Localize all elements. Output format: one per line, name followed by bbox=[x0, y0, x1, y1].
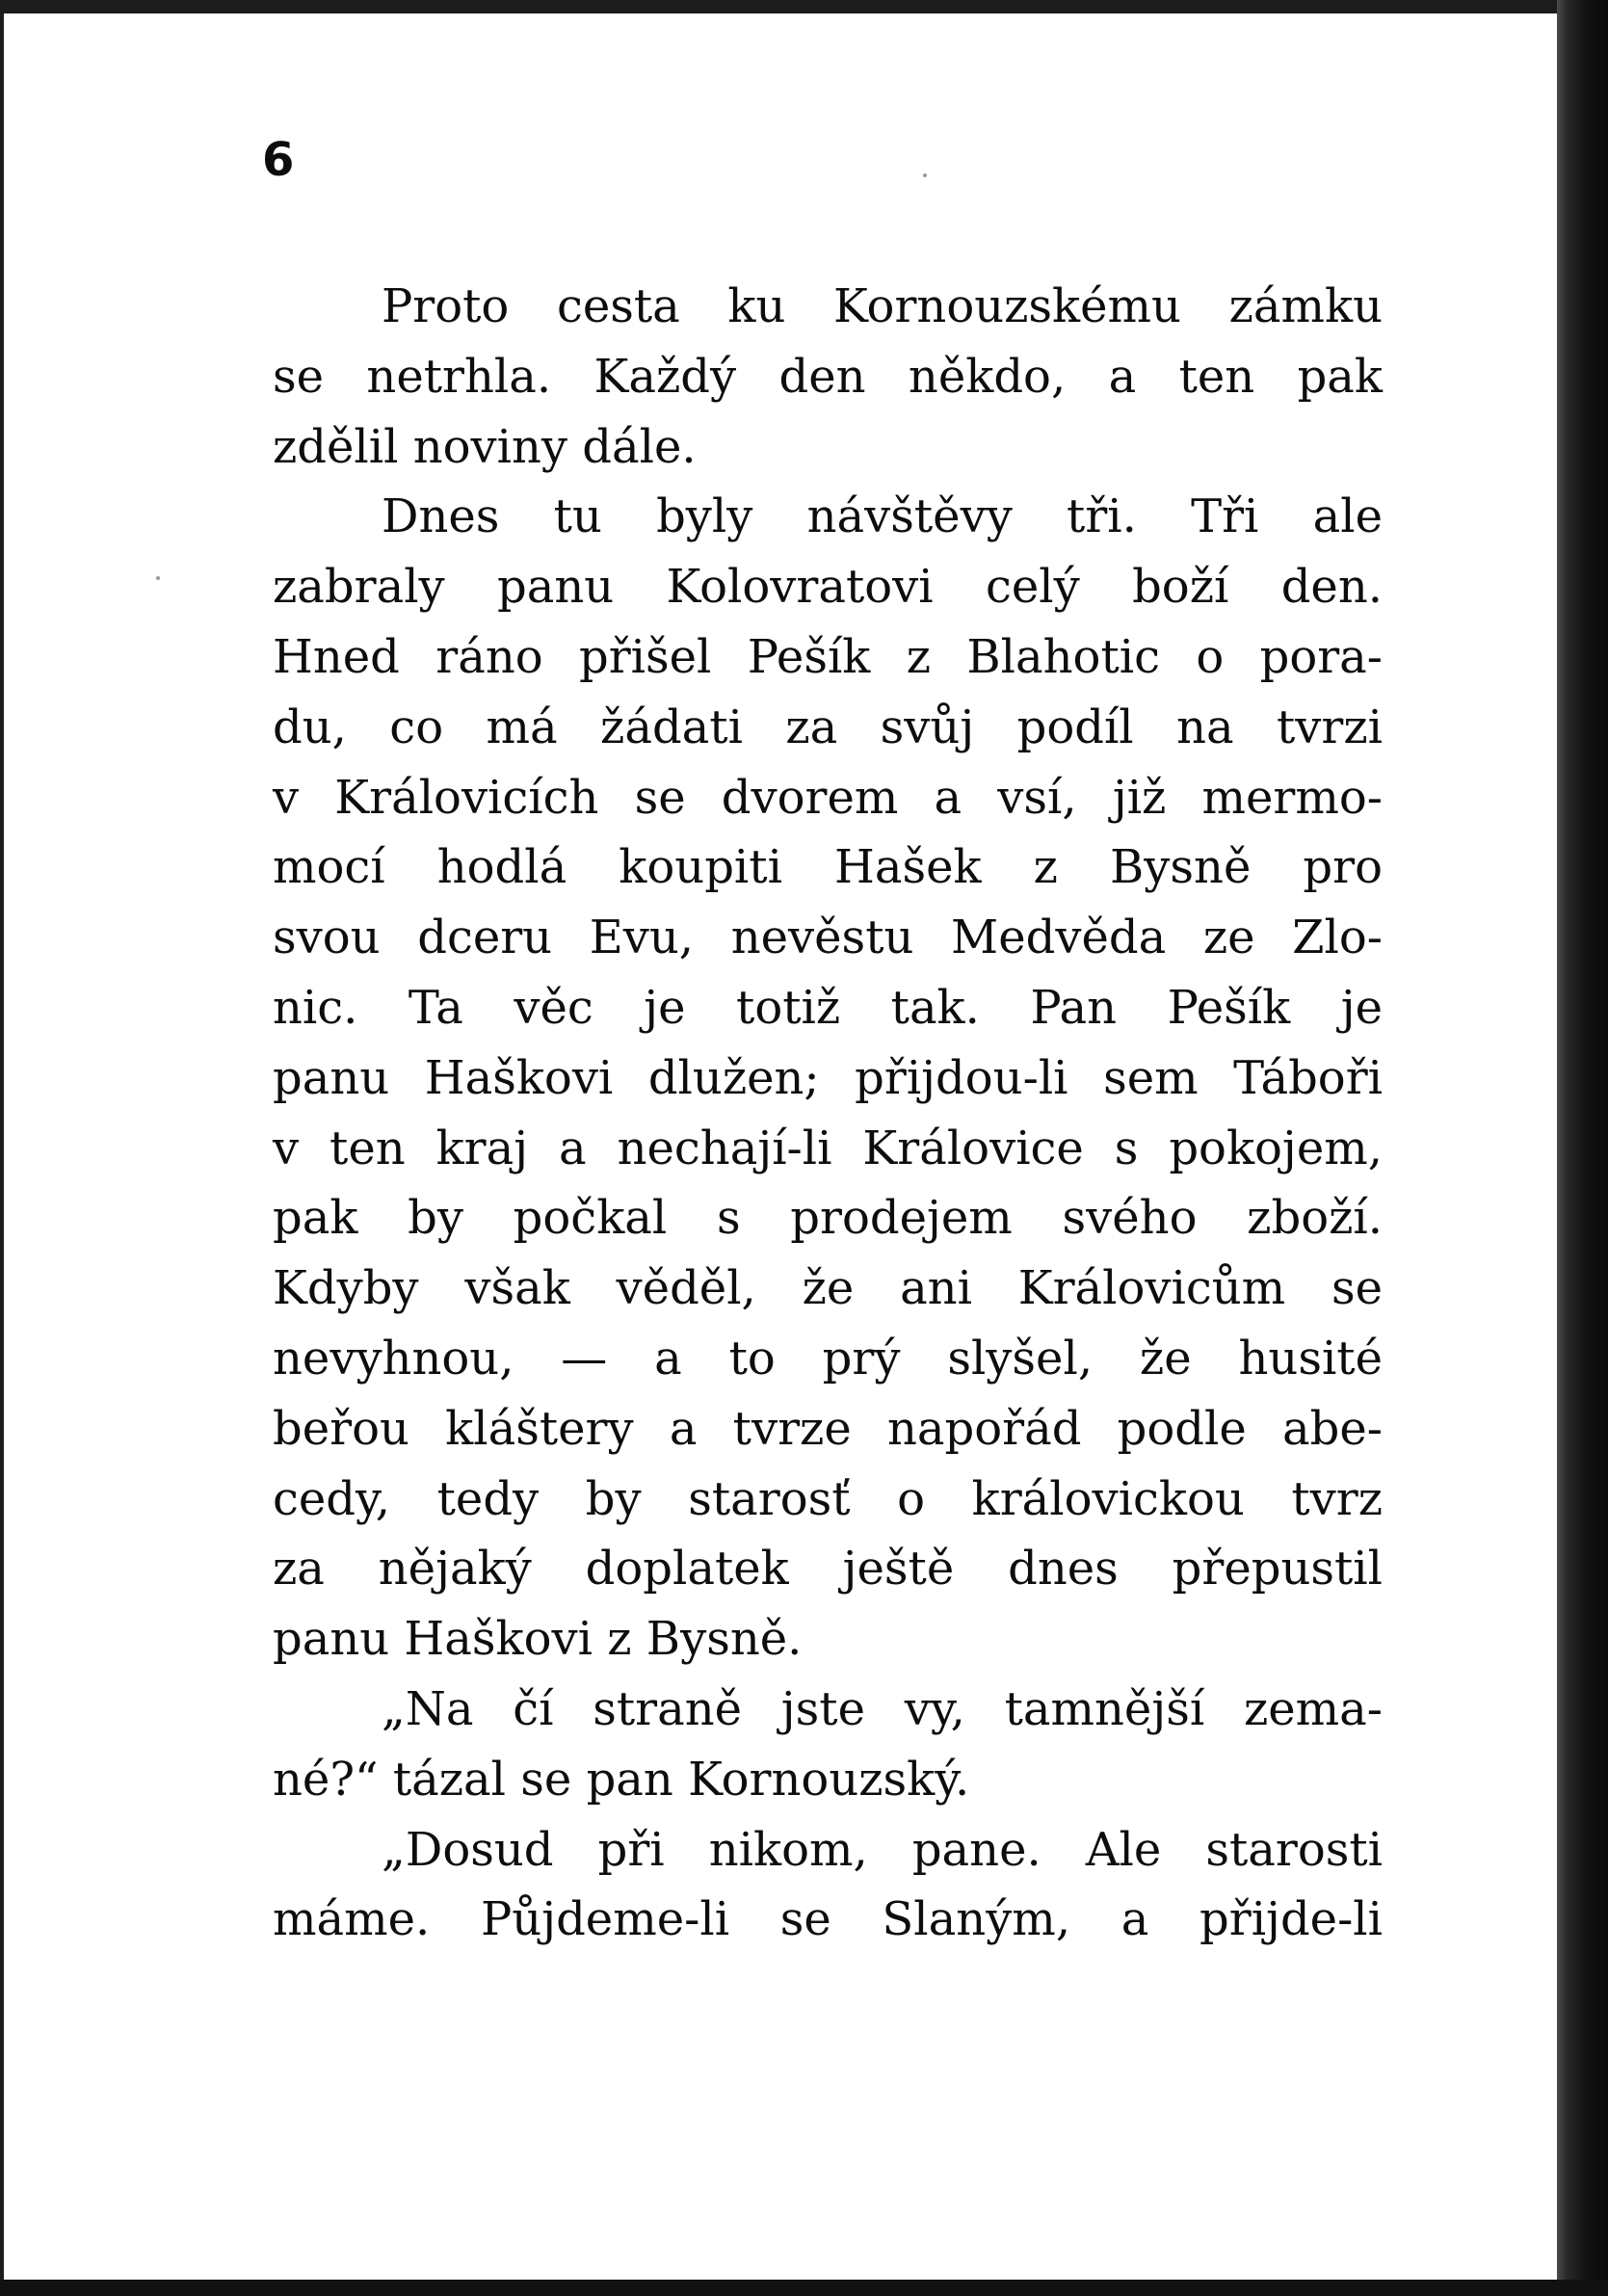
text-line: „Na čí straně jste vy, tamnější zema- bbox=[382, 1681, 1383, 1736]
text-line: máme. Půjdeme-li se Slaným, a přijde-li bbox=[273, 1892, 1383, 1947]
text-line: za nějaký doplatek ještě dnes přepustil bbox=[273, 1542, 1383, 1597]
page-number: 6 bbox=[262, 133, 295, 187]
text-line: zdělil noviny dále. bbox=[273, 419, 697, 474]
text-line: né?“ tázal se pan Kornouzský. bbox=[273, 1752, 970, 1807]
text-line: v Královicích se dvorem a vsí, již mermo- bbox=[273, 770, 1383, 825]
text-line: panu Haškovi dlužen; přijdou-li sem Táboři bbox=[273, 1050, 1383, 1105]
text-line: Dnes tu byly návštěvy tři. Tři ale bbox=[382, 489, 1383, 544]
text-line: cedy, tedy by starosť o královickou tvrz bbox=[273, 1471, 1383, 1526]
book-spine-edge bbox=[1557, 0, 1608, 2296]
body-text bbox=[273, 272, 1383, 1955]
text-line: nevyhnou, — a to prý slyšel, že husité bbox=[273, 1331, 1383, 1386]
text-line: nic. Ta věc je totiž tak. Pan Pešík je bbox=[273, 980, 1383, 1035]
text-line: beřou kláštery a tvrze napořád podle abe- bbox=[273, 1401, 1383, 1456]
text-line: pak by počkal s prodejem svého zboží. bbox=[273, 1191, 1383, 1246]
text-line: du, co má žádati za svůj podíl na tvrzi bbox=[273, 699, 1383, 754]
text-line: se netrhla. Každý den někdo, a ten pak bbox=[273, 349, 1383, 404]
text-line: svou dceru Evu, nevěstu Medvěda ze Zlo- bbox=[273, 910, 1383, 965]
text-line: Proto cesta ku Kornouzskému zámku bbox=[382, 279, 1383, 333]
paper-speck bbox=[156, 576, 160, 580]
text-line: zabraly panu Kolovratovi celý boží den. bbox=[273, 560, 1383, 615]
scan-bottom-edge bbox=[0, 2280, 1608, 2296]
text-line: v ten kraj a nechají-li Královice s pokojem, bbox=[273, 1121, 1383, 1175]
paper-speck bbox=[923, 173, 927, 177]
text-line: Kdyby však věděl, že ani Královicům se bbox=[273, 1261, 1383, 1316]
text-line: panu Haškovi z Bysně. bbox=[273, 1612, 803, 1667]
text-line: mocí hodlá koupiti Hašek z Bysně pro bbox=[273, 840, 1383, 895]
text-line: „Dosud při nikom, pane. Ale starosti bbox=[382, 1822, 1383, 1877]
text-line: Hned ráno přišel Pešík z Blahotic o pora- bbox=[273, 629, 1383, 684]
